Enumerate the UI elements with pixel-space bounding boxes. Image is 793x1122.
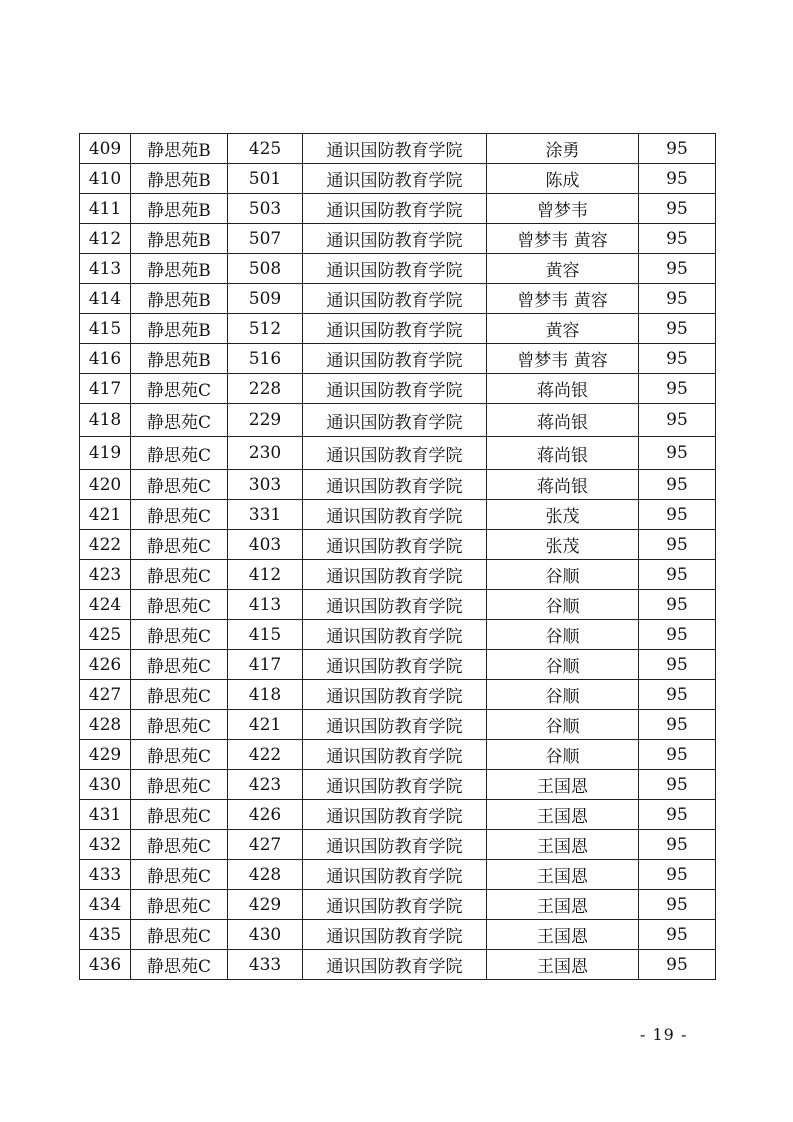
row-index-cell: 430 bbox=[80, 770, 131, 800]
college-cell: 通识国防教育学院 bbox=[303, 680, 487, 710]
row-index-cell: 412 bbox=[80, 224, 131, 254]
score-cell: 95 bbox=[639, 710, 716, 740]
table-row bbox=[80, 800, 716, 830]
college-cell: 通识国防教育学院 bbox=[303, 194, 487, 224]
table-row bbox=[80, 404, 716, 437]
row-index-cell: 421 bbox=[80, 500, 131, 530]
table-row bbox=[80, 224, 716, 254]
building-cell: 静思苑C bbox=[131, 740, 228, 770]
table-row bbox=[80, 374, 716, 404]
names-cell: 曾梦韦 黄容 bbox=[487, 284, 639, 314]
score-cell: 95 bbox=[639, 890, 716, 920]
room-cell: 422 bbox=[228, 740, 303, 770]
building-cell: 静思苑C bbox=[131, 470, 228, 500]
score-cell: 95 bbox=[639, 530, 716, 560]
college-cell: 通识国防教育学院 bbox=[303, 560, 487, 590]
building-cell: 静思苑C bbox=[131, 620, 228, 650]
college-cell: 通识国防教育学院 bbox=[303, 224, 487, 254]
room-cell: 425 bbox=[228, 134, 303, 164]
table-row bbox=[80, 830, 716, 860]
table-row bbox=[80, 344, 716, 374]
table-row bbox=[80, 710, 716, 740]
room-cell: 503 bbox=[228, 194, 303, 224]
building-cell: 静思苑C bbox=[131, 437, 228, 470]
score-cell: 95 bbox=[639, 920, 716, 950]
building-cell: 静思苑B bbox=[131, 314, 228, 344]
building-cell: 静思苑C bbox=[131, 680, 228, 710]
names-cell: 王国恩 bbox=[487, 770, 639, 800]
college-cell: 通识国防教育学院 bbox=[303, 404, 487, 437]
room-cell: 433 bbox=[228, 950, 303, 980]
score-cell: 95 bbox=[639, 374, 716, 404]
building-cell: 静思苑C bbox=[131, 650, 228, 680]
room-cell: 418 bbox=[228, 680, 303, 710]
building-cell: 静思苑C bbox=[131, 710, 228, 740]
row-index-cell: 416 bbox=[80, 344, 131, 374]
score-cell: 95 bbox=[639, 950, 716, 980]
names-cell: 陈成 bbox=[487, 164, 639, 194]
room-cell: 430 bbox=[228, 920, 303, 950]
row-index-cell: 426 bbox=[80, 650, 131, 680]
row-index-cell: 434 bbox=[80, 890, 131, 920]
row-index-cell: 432 bbox=[80, 830, 131, 860]
names-cell: 谷顺 bbox=[487, 710, 639, 740]
score-cell: 95 bbox=[639, 134, 716, 164]
score-cell: 95 bbox=[639, 224, 716, 254]
row-index-cell: 417 bbox=[80, 374, 131, 404]
names-cell: 涂勇 bbox=[487, 134, 639, 164]
score-cell: 95 bbox=[639, 560, 716, 590]
names-cell: 王国恩 bbox=[487, 800, 639, 830]
room-cell: 507 bbox=[228, 224, 303, 254]
row-index-cell: 423 bbox=[80, 560, 131, 590]
score-cell: 95 bbox=[639, 404, 716, 437]
table-row bbox=[80, 860, 716, 890]
row-index-cell: 427 bbox=[80, 680, 131, 710]
names-cell: 张茂 bbox=[487, 500, 639, 530]
row-index-cell: 409 bbox=[80, 134, 131, 164]
score-cell: 95 bbox=[639, 830, 716, 860]
score-cell: 95 bbox=[639, 650, 716, 680]
college-cell: 通识国防教育学院 bbox=[303, 374, 487, 404]
college-cell: 通识国防教育学院 bbox=[303, 860, 487, 890]
score-cell: 95 bbox=[639, 800, 716, 830]
room-cell: 501 bbox=[228, 164, 303, 194]
room-cell: 508 bbox=[228, 254, 303, 284]
building-cell: 静思苑B bbox=[131, 164, 228, 194]
room-cell: 421 bbox=[228, 710, 303, 740]
table-row bbox=[80, 590, 716, 620]
names-cell: 王国恩 bbox=[487, 890, 639, 920]
score-cell: 95 bbox=[639, 680, 716, 710]
room-cell: 516 bbox=[228, 344, 303, 374]
score-table bbox=[79, 133, 716, 980]
building-cell: 静思苑B bbox=[131, 134, 228, 164]
building-cell: 静思苑B bbox=[131, 224, 228, 254]
names-cell: 黄容 bbox=[487, 254, 639, 284]
names-cell: 王国恩 bbox=[487, 950, 639, 980]
row-index-cell: 419 bbox=[80, 437, 131, 470]
room-cell: 415 bbox=[228, 620, 303, 650]
names-cell: 曾梦韦 黄容 bbox=[487, 344, 639, 374]
table-row bbox=[80, 500, 716, 530]
names-cell: 黄容 bbox=[487, 314, 639, 344]
room-cell: 331 bbox=[228, 500, 303, 530]
room-cell: 230 bbox=[228, 437, 303, 470]
college-cell: 通识国防教育学院 bbox=[303, 284, 487, 314]
building-cell: 静思苑C bbox=[131, 770, 228, 800]
names-cell: 谷顺 bbox=[487, 590, 639, 620]
college-cell: 通识国防教育学院 bbox=[303, 254, 487, 284]
score-cell: 95 bbox=[639, 590, 716, 620]
building-cell: 静思苑C bbox=[131, 860, 228, 890]
score-cell: 95 bbox=[639, 194, 716, 224]
table-row bbox=[80, 470, 716, 500]
score-cell: 95 bbox=[639, 254, 716, 284]
table-row bbox=[80, 530, 716, 560]
room-cell: 229 bbox=[228, 404, 303, 437]
room-cell: 428 bbox=[228, 860, 303, 890]
row-index-cell: 431 bbox=[80, 800, 131, 830]
score-cell: 95 bbox=[639, 437, 716, 470]
table-body bbox=[80, 134, 716, 980]
page-number: - 19 - bbox=[640, 1025, 688, 1044]
table-row bbox=[80, 134, 716, 164]
college-cell: 通识国防教育学院 bbox=[303, 710, 487, 740]
college-cell: 通识国防教育学院 bbox=[303, 530, 487, 560]
row-index-cell: 435 bbox=[80, 920, 131, 950]
score-cell: 95 bbox=[639, 344, 716, 374]
building-cell: 静思苑B bbox=[131, 284, 228, 314]
room-cell: 429 bbox=[228, 890, 303, 920]
building-cell: 静思苑C bbox=[131, 920, 228, 950]
building-cell: 静思苑C bbox=[131, 500, 228, 530]
room-cell: 427 bbox=[228, 830, 303, 860]
row-index-cell: 425 bbox=[80, 620, 131, 650]
names-cell: 蒋尚银 bbox=[487, 404, 639, 437]
names-cell: 谷顺 bbox=[487, 560, 639, 590]
building-cell: 静思苑C bbox=[131, 374, 228, 404]
row-index-cell: 415 bbox=[80, 314, 131, 344]
room-cell: 417 bbox=[228, 650, 303, 680]
table-row bbox=[80, 560, 716, 590]
score-cell: 95 bbox=[639, 860, 716, 890]
row-index-cell: 413 bbox=[80, 254, 131, 284]
college-cell: 通识国防教育学院 bbox=[303, 830, 487, 860]
table-row bbox=[80, 620, 716, 650]
table-row bbox=[80, 920, 716, 950]
room-cell: 403 bbox=[228, 530, 303, 560]
table-row bbox=[80, 314, 716, 344]
table-row bbox=[80, 194, 716, 224]
names-cell: 王国恩 bbox=[487, 860, 639, 890]
row-index-cell: 433 bbox=[80, 860, 131, 890]
college-cell: 通识国防教育学院 bbox=[303, 920, 487, 950]
room-cell: 228 bbox=[228, 374, 303, 404]
names-cell: 曾梦韦 bbox=[487, 194, 639, 224]
row-index-cell: 420 bbox=[80, 470, 131, 500]
table-row bbox=[80, 740, 716, 770]
table-row bbox=[80, 284, 716, 314]
score-cell: 95 bbox=[639, 314, 716, 344]
college-cell: 通识国防教育学院 bbox=[303, 620, 487, 650]
college-cell: 通识国防教育学院 bbox=[303, 800, 487, 830]
college-cell: 通识国防教育学院 bbox=[303, 590, 487, 620]
college-cell: 通识国防教育学院 bbox=[303, 134, 487, 164]
row-index-cell: 424 bbox=[80, 590, 131, 620]
names-cell: 蒋尚银 bbox=[487, 374, 639, 404]
building-cell: 静思苑C bbox=[131, 590, 228, 620]
score-cell: 95 bbox=[639, 470, 716, 500]
score-cell: 95 bbox=[639, 770, 716, 800]
score-cell: 95 bbox=[639, 740, 716, 770]
row-index-cell: 436 bbox=[80, 950, 131, 980]
names-cell: 曾梦韦 黄容 bbox=[487, 224, 639, 254]
building-cell: 静思苑C bbox=[131, 560, 228, 590]
names-cell: 王国恩 bbox=[487, 920, 639, 950]
building-cell: 静思苑B bbox=[131, 344, 228, 374]
names-cell: 王国恩 bbox=[487, 830, 639, 860]
table-row bbox=[80, 680, 716, 710]
table-row bbox=[80, 437, 716, 470]
row-index-cell: 418 bbox=[80, 404, 131, 437]
room-cell: 426 bbox=[228, 800, 303, 830]
score-cell: 95 bbox=[639, 500, 716, 530]
college-cell: 通识国防教育学院 bbox=[303, 344, 487, 374]
building-cell: 静思苑B bbox=[131, 254, 228, 284]
names-cell: 蒋尚银 bbox=[487, 437, 639, 470]
table-row bbox=[80, 770, 716, 800]
building-cell: 静思苑C bbox=[131, 890, 228, 920]
college-cell: 通识国防教育学院 bbox=[303, 470, 487, 500]
room-cell: 512 bbox=[228, 314, 303, 344]
row-index-cell: 414 bbox=[80, 284, 131, 314]
table-row bbox=[80, 164, 716, 194]
building-cell: 静思苑C bbox=[131, 530, 228, 560]
college-cell: 通识国防教育学院 bbox=[303, 770, 487, 800]
building-cell: 静思苑C bbox=[131, 950, 228, 980]
college-cell: 通识国防教育学院 bbox=[303, 500, 487, 530]
building-cell: 静思苑C bbox=[131, 830, 228, 860]
names-cell: 蒋尚银 bbox=[487, 470, 639, 500]
college-cell: 通识国防教育学院 bbox=[303, 740, 487, 770]
table-row bbox=[80, 650, 716, 680]
college-cell: 通识国防教育学院 bbox=[303, 437, 487, 470]
building-cell: 静思苑C bbox=[131, 800, 228, 830]
names-cell: 张茂 bbox=[487, 530, 639, 560]
building-cell: 静思苑C bbox=[131, 404, 228, 437]
college-cell: 通识国防教育学院 bbox=[303, 314, 487, 344]
room-cell: 412 bbox=[228, 560, 303, 590]
score-cell: 95 bbox=[639, 620, 716, 650]
names-cell: 谷顺 bbox=[487, 740, 639, 770]
college-cell: 通识国防教育学院 bbox=[303, 164, 487, 194]
table-row bbox=[80, 254, 716, 284]
names-cell: 谷顺 bbox=[487, 620, 639, 650]
college-cell: 通识国防教育学院 bbox=[303, 650, 487, 680]
room-cell: 509 bbox=[228, 284, 303, 314]
room-cell: 413 bbox=[228, 590, 303, 620]
room-cell: 303 bbox=[228, 470, 303, 500]
row-index-cell: 422 bbox=[80, 530, 131, 560]
names-cell: 谷顺 bbox=[487, 680, 639, 710]
table-row bbox=[80, 950, 716, 980]
row-index-cell: 410 bbox=[80, 164, 131, 194]
row-index-cell: 411 bbox=[80, 194, 131, 224]
score-cell: 95 bbox=[639, 164, 716, 194]
score-cell: 95 bbox=[639, 284, 716, 314]
row-index-cell: 429 bbox=[80, 740, 131, 770]
table-row bbox=[80, 890, 716, 920]
row-index-cell: 428 bbox=[80, 710, 131, 740]
room-cell: 423 bbox=[228, 770, 303, 800]
college-cell: 通识国防教育学院 bbox=[303, 950, 487, 980]
building-cell: 静思苑B bbox=[131, 194, 228, 224]
names-cell: 谷顺 bbox=[487, 650, 639, 680]
college-cell: 通识国防教育学院 bbox=[303, 890, 487, 920]
